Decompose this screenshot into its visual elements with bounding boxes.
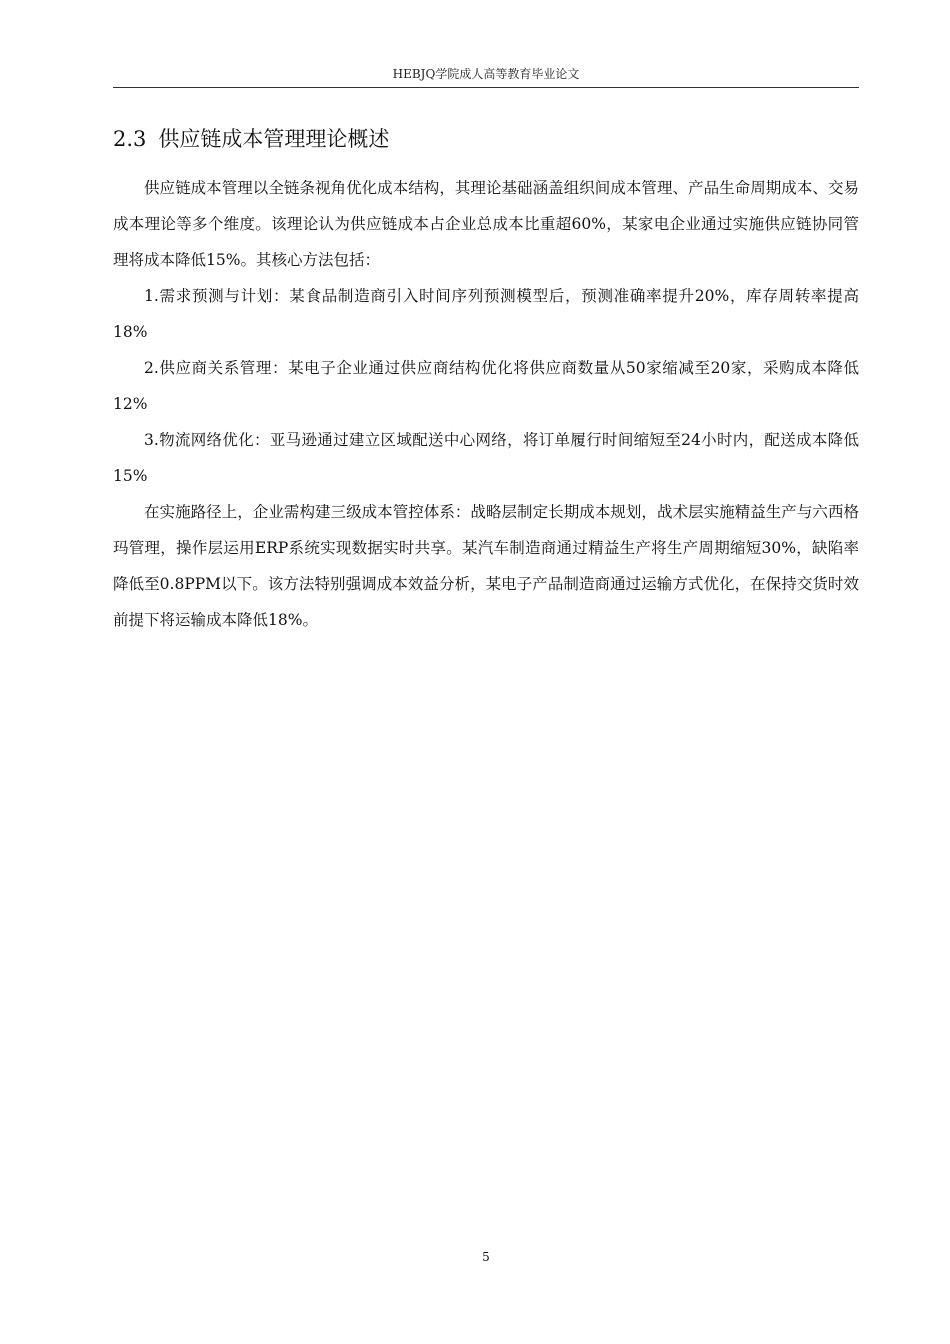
section-body	[113, 170, 859, 638]
header-divider	[113, 87, 859, 88]
section-title: 供应链成本管理理论概述	[158, 127, 390, 151]
section-heading	[113, 124, 389, 154]
section-number: 2.3	[113, 127, 147, 151]
page-number: 5	[482, 1250, 490, 1264]
paragraph-intro: 供应链成本管理以全链条视角优化成本结构，其理论基础涵盖组织间成本管理、产品生命周期成本、交易成本理论等多个维度。该理论认为供应链成本占企业总成本比重超60%，某家电企业通过实施供应链协同管理将成本降低15%。其核心方法包括：	[113, 179, 859, 269]
running-header: HEBJQ学院成人高等教育毕业论文	[392, 67, 580, 81]
paragraph-method-3: 3.物流网络优化：亚马逊通过建立区域配送中心网络，将订单履行时间缩短至24小时内，配送成本降低15%	[113, 431, 859, 485]
paragraph-method-2: 2.供应商关系管理：某电子企业通过供应商结构优化将供应商数量从50家缩减至20家，采购成本降低12%	[113, 359, 859, 413]
paragraph-method-1: 1.需求预测与计划：某食品制造商引入时间序列预测模型后，预测准确率提升20%，库存周转率提高18%	[113, 287, 859, 341]
paragraph-implementation: 在实施路径上，企业需构建三级成本管控体系：战略层制定长期成本规划，战术层实施精益生产与六西格玛管理，操作层运用ERP系统实现数据实时共享。某汽车制造商通过精益生产将生产周期缩短30%，缺陷率降低至0.8PPM以下。该方法特别强调成本效益分析，某电子产品制造商通过运输方式优化，在保持交货时效前提下将运输成本降低18%。	[113, 503, 859, 629]
